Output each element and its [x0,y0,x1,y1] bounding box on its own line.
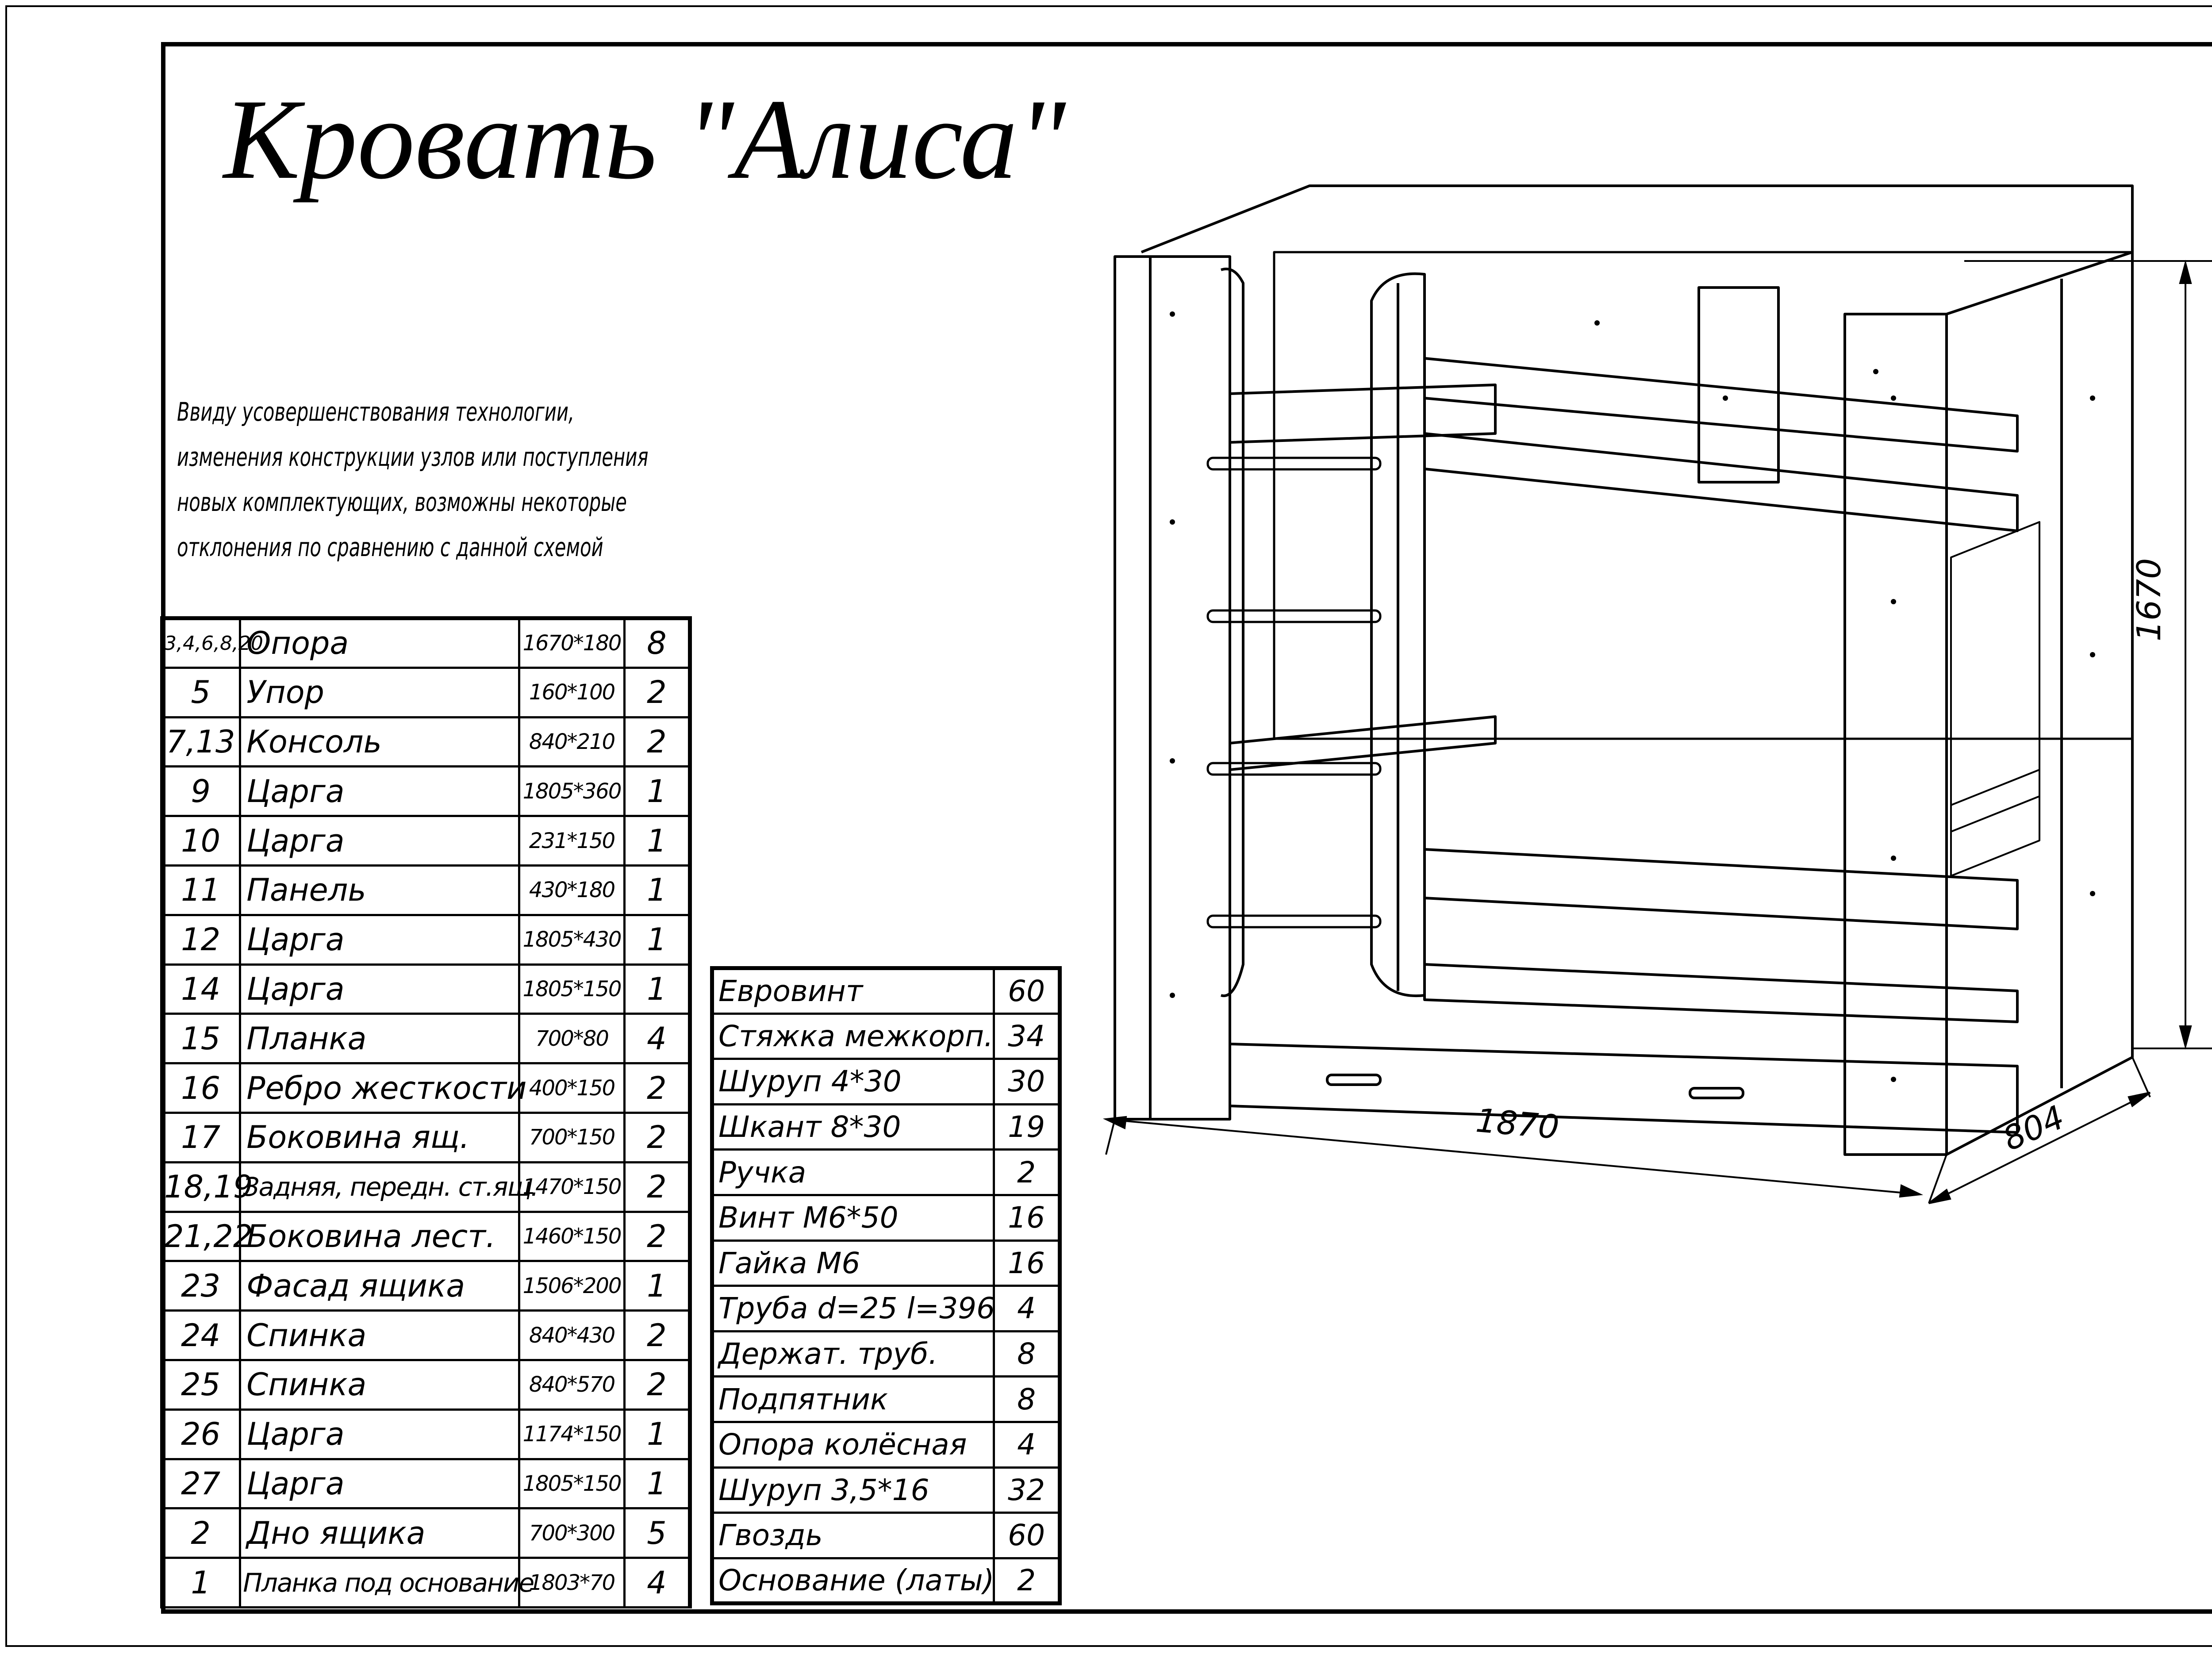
part-name: Царга [240,1459,519,1508]
part-size: 1670*180 [519,618,624,668]
part-number: 15 [161,1014,240,1063]
part-size: 700*150 [519,1113,624,1162]
part-quantity: 2 [624,1162,690,1212]
hardware-row [712,1558,1060,1604]
part-quantity: 1 [624,767,690,816]
part-name: Царга [240,816,519,866]
part-name: Панель [240,865,519,915]
hardware-row [712,1377,1060,1422]
hardware-name: Подпятник [712,1377,994,1422]
part-size: 700*80 [519,1014,624,1063]
parts-row [161,915,690,964]
hardware-name: Евровинт [712,968,994,1014]
part-name: Консоль [240,717,519,767]
part-name: Дно ящика [240,1508,519,1558]
part-size: 231*150 [519,816,624,866]
hardware-quantity: 32 [994,1467,1060,1513]
part-quantity: 2 [624,668,690,717]
part-size: 1805*150 [519,1459,624,1508]
page-title: Кровать "Алиса" [223,76,1066,203]
depth-dimension-label: 804 [1997,1098,2070,1159]
parts-row [161,1261,690,1311]
part-name: Задняя, передн. ст.ящ. [240,1162,519,1212]
bed-isometric-drawing [1097,168,2212,1239]
parts-row [161,1162,690,1212]
left-front-post [1115,257,1230,1119]
part-number: 24 [161,1311,240,1360]
hardware-name: Гвоздь [712,1513,994,1558]
hardware-row [712,1286,1060,1332]
part-name: Спинка [240,1360,519,1409]
part-quantity: 1 [624,816,690,866]
part-number: 21,22 [161,1212,240,1261]
part-number: 1 [161,1558,240,1608]
part-name: Планка [240,1014,519,1063]
part-size: 1470*150 [519,1162,624,1212]
hardware-quantity: 4 [994,1422,1060,1467]
parts-row [161,1212,690,1261]
part-number: 26 [161,1409,240,1459]
parts-row [161,865,690,915]
hardware-row [712,1467,1060,1513]
part-name: Спинка [240,1311,519,1360]
height-dimension-label: 1670 [2130,558,2168,641]
parts-row [161,964,690,1014]
hardware-name: Опора колёсная [712,1422,994,1467]
hardware-row [712,1240,1060,1286]
parts-row [161,1508,690,1558]
part-quantity: 2 [624,1311,690,1360]
left-ladder-rail [1221,269,1243,996]
part-size: 160*100 [519,668,624,717]
part-quantity: 1 [624,1459,690,1508]
hardware-row [712,968,1060,1014]
hardware-name: Ручка [712,1150,994,1195]
hardware-quantity: 2 [994,1558,1060,1604]
hardware-name: Труба d=25 l=396 [712,1286,994,1332]
part-number: 17 [161,1113,240,1162]
part-name: Упор [240,668,519,717]
hardware-table [710,966,1062,1605]
part-size: 430*180 [519,865,624,915]
hardware-quantity: 60 [994,1513,1060,1558]
disclaimer-line: отклонения по сравнению с данной схемой [177,532,603,562]
hardware-quantity: 60 [994,968,1060,1014]
hardware-row [712,1059,1060,1105]
parts-row [161,1360,690,1409]
parts-row [161,767,690,816]
part-quantity: 2 [624,1063,690,1113]
part-size: 1460*150 [519,1212,624,1261]
parts-row [161,1311,690,1360]
part-quantity: 4 [624,1014,690,1063]
part-number: 7,13 [161,717,240,767]
parts-row [161,618,690,668]
parts-row [161,1459,690,1508]
hardware-quantity: 8 [994,1331,1060,1377]
hardware-row [712,1104,1060,1150]
parts-row [161,1409,690,1459]
length-extension-left [1106,1119,1115,1155]
parts-row [161,717,690,767]
drawer-handle [1690,1088,1743,1098]
hardware-name: Держат. труб. [712,1331,994,1377]
part-size: 400*150 [519,1063,624,1113]
part-size: 700*300 [519,1508,624,1558]
hardware-quantity: 8 [994,1377,1060,1422]
part-number: 5 [161,668,240,717]
hardware-quantity: 2 [994,1150,1060,1195]
part-quantity: 8 [624,618,690,668]
parts-row [161,1558,690,1608]
part-name: Царга [240,964,519,1014]
hardware-row [712,1150,1060,1195]
part-quantity: 1 [624,1409,690,1459]
top-edge [1141,186,2132,252]
drawer-handle [1327,1075,1380,1085]
hardware-row [712,1013,1060,1059]
part-name: Фасад ящика [240,1261,519,1311]
part-number: 12 [161,915,240,964]
part-size: 840*430 [519,1311,624,1360]
back-panel [1274,252,2132,739]
parts-row [161,816,690,866]
hardware-quantity: 34 [994,1013,1060,1059]
part-name: Царга [240,1409,519,1459]
lower-rail [1230,717,1495,770]
fastener-dots [1170,311,2095,1082]
drawer-front [1230,1044,2017,1132]
part-size: 1174*150 [519,1409,624,1459]
part-number: 23 [161,1261,240,1311]
part-number: 16 [161,1063,240,1113]
part-name: Боковина лест. [240,1212,519,1261]
part-number: 2 [161,1508,240,1558]
part-size: 1805*430 [519,915,624,964]
part-quantity: 1 [624,1261,690,1311]
part-quantity: 5 [624,1508,690,1558]
hardware-name: Основание (латы) [712,1558,994,1604]
upper-rail [1230,385,1495,442]
hardware-quantity: 16 [994,1195,1060,1240]
part-number: 27 [161,1459,240,1508]
hardware-name: Шуруп 3,5*16 [712,1467,994,1513]
hardware-name: Шкант 8*30 [712,1104,994,1150]
part-name: Царга [240,915,519,964]
part-number: 25 [161,1360,240,1409]
hardware-name: Винт М6*50 [712,1195,994,1240]
hardware-quantity: 30 [994,1059,1060,1105]
parts-row [161,1014,690,1063]
parts-row [161,668,690,717]
part-name: Опора [240,618,519,668]
part-name: Боковина ящ. [240,1113,519,1162]
part-quantity: 1 [624,964,690,1014]
hardware-row [712,1331,1060,1377]
part-quantity: 1 [624,915,690,964]
part-number: 11 [161,865,240,915]
part-number: 14 [161,964,240,1014]
disclaimer-line: изменения конструкции узлов или поступления [177,442,649,472]
parts-table [160,616,692,1608]
part-quantity: 2 [624,1113,690,1162]
part-quantity: 4 [624,1558,690,1608]
part-number: 9 [161,767,240,816]
part-name: Планка под основание [240,1558,519,1608]
ladder-rungs [1208,458,1380,927]
hardware-name: Гайка М6 [712,1240,994,1286]
hardware-row [712,1422,1060,1467]
parts-row [161,1113,690,1162]
hardware-name: Шуруп 4*30 [712,1059,994,1105]
hardware-name: Стяжка межкорп. [712,1013,994,1059]
part-name: Царга [240,767,519,816]
hardware-row [712,1513,1060,1558]
part-size: 840*570 [519,1360,624,1409]
part-size: 1506*200 [519,1261,624,1311]
part-quantity: 2 [624,717,690,767]
part-number: 3,4,6,8,20 [161,618,240,668]
disclaimer-line: новых комплектующих, возможны некоторые [177,487,627,517]
parts-row [161,1063,690,1113]
part-quantity: 2 [624,1360,690,1409]
part-quantity: 2 [624,1212,690,1261]
part-number: 18,19 [161,1162,240,1212]
hardware-row [712,1195,1060,1240]
part-size: 840*210 [519,717,624,767]
hardware-quantity: 19 [994,1104,1060,1150]
disclaimer-note [177,389,649,570]
length-dimension-label: 1870 [1474,1101,1561,1147]
hardware-quantity: 16 [994,1240,1060,1286]
part-number: 10 [161,816,240,866]
part-name: Ребро жесткости [240,1063,519,1113]
part-quantity: 1 [624,865,690,915]
hardware-quantity: 4 [994,1286,1060,1332]
part-size: 1805*150 [519,964,624,1014]
depth-extension [2132,1057,2150,1097]
part-size: 1805*360 [519,767,624,816]
disclaimer-line: Ввиду усовершенствования технологии, [177,397,575,427]
part-size: 1803*70 [519,1558,624,1608]
